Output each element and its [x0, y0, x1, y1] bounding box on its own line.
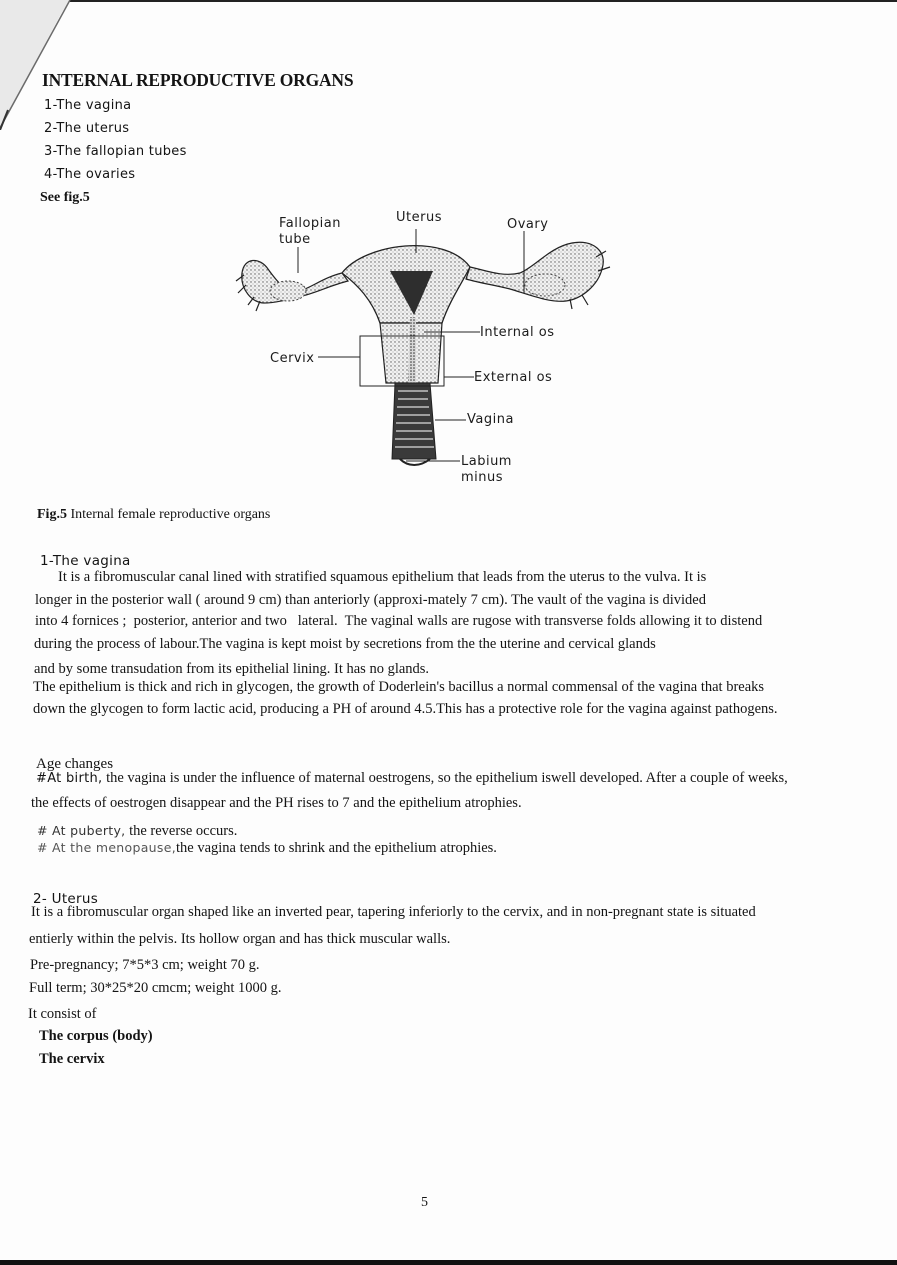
age-changes-heading: Age changes — [36, 756, 114, 772]
label-external-os: External os — [474, 370, 553, 385]
age-changes-menopause-lead: # At the menopause, — [37, 840, 176, 855]
label-vagina: Vagina — [467, 412, 514, 427]
organ-list-item: 2-The uterus — [44, 121, 130, 136]
uterus-line: entierly within the pelvis. Its hollow organ and has thick muscular walls. — [29, 931, 451, 947]
age-changes-birth-text: the vagina is under the influence of maternal oestrogens, so the epithelium iswell developed. After a couple of weeks, — [102, 770, 788, 786]
vagina-paragraph-line: during the process of labour.The vagina is kept moist by secretions from the the uterine and cervical glands — [34, 636, 656, 652]
label-cervix: Cervix — [270, 351, 315, 366]
uterus-part-corpus: The corpus (body) — [39, 1028, 153, 1044]
figure-caption-number: Fig.5 — [37, 507, 67, 522]
figure-caption-text: Internal female reproductive organs — [66, 507, 271, 522]
vagina-paragraph-line: and by some transudation from its epithelial lining. It has no glands. — [34, 661, 430, 677]
reproductive-organs-illustration — [230, 205, 650, 495]
vagina-paragraph-line: down the glycogen to form lactic acid, producing a PH of around 4.5.This has a protective role for the vagina against pathogens. — [33, 701, 778, 717]
age-changes-puberty — [37, 822, 237, 840]
label-internal-os: Internal os — [480, 325, 555, 340]
uterus-line: It is a fibromuscular organ shaped like an inverted pear, tapering inferiorly to the cervix, and in non-pregnant state is situated — [31, 904, 756, 920]
vagina-paragraph-line: into 4 fornices ; posterior, anterior and two lateral. The vaginal walls are rugose with transverse folds allowing it to distend — [35, 613, 763, 629]
vagina-paragraph-line: longer in the posterior wall ( around 9 cm) than anteriorly (approxi-mately 7 cm). The vault of the vagina is divided — [35, 592, 706, 608]
vagina-paragraph-line: It is a fibromuscular canal lined with stratified squamous epithelium that leads from the uterus to the vulva. It is — [58, 569, 707, 585]
age-changes-puberty-lead: # At puberty, — [37, 823, 126, 838]
uterus-part-cervix: The cervix — [39, 1051, 105, 1067]
age-changes-birth-2: the effects of oestrogen disappear and the PH rises to 7 and the epithelium atrophies. — [31, 795, 522, 811]
see-figure-reference: See fig.5 — [40, 190, 90, 205]
label-uterus: Uterus — [396, 210, 442, 225]
uterus-full-term: Full term; 30*25*20 cmcm; weight 1000 g. — [29, 980, 282, 996]
age-changes-birth — [36, 769, 788, 788]
label-labium-minus: Labium — [461, 454, 512, 469]
page-heading: INTERNAL REPRODUCTIVE ORGANS — [42, 70, 354, 90]
age-changes-birth-lead: #At birth, — [36, 771, 103, 786]
label-fallopian-tube-2: tube — [279, 232, 311, 247]
vagina-paragraph-line: The epithelium is thick and rich in glycogen, the growth of Doderlein's bacillus a normal commensal of the vagina that breaks — [33, 679, 765, 695]
uterus-section-heading: 2- Uterus — [33, 891, 99, 907]
page-bottom-edge — [0, 1260, 897, 1265]
figure-caption — [37, 506, 270, 524]
label-ovary: Ovary — [507, 217, 549, 232]
reproductive-organs-figure — [230, 205, 650, 495]
uterus-pre-pregnancy: Pre-pregnancy; 7*5*3 cm; weight 70 g. — [30, 957, 260, 973]
label-labium-minus-2: minus — [461, 470, 504, 485]
organ-list-item: 4-The ovaries — [44, 167, 136, 182]
age-changes-menopause — [37, 839, 497, 857]
age-changes-puberty-text: the reverse occurs. — [125, 823, 238, 839]
vagina-section-heading: 1-The vagina — [40, 553, 131, 569]
label-fallopian-tube: Fallopian — [279, 216, 341, 231]
page-top-edge — [30, 0, 897, 2]
age-changes-menopause-text: the vagina tends to shrink and the epithelium atrophies. — [175, 840, 497, 856]
page-number: 5 — [421, 1195, 428, 1210]
organ-list-item: 3-The fallopian tubes — [44, 144, 187, 159]
organ-list-item: 1-The vagina — [44, 98, 132, 113]
uterus-consist: It consist of — [28, 1006, 97, 1022]
